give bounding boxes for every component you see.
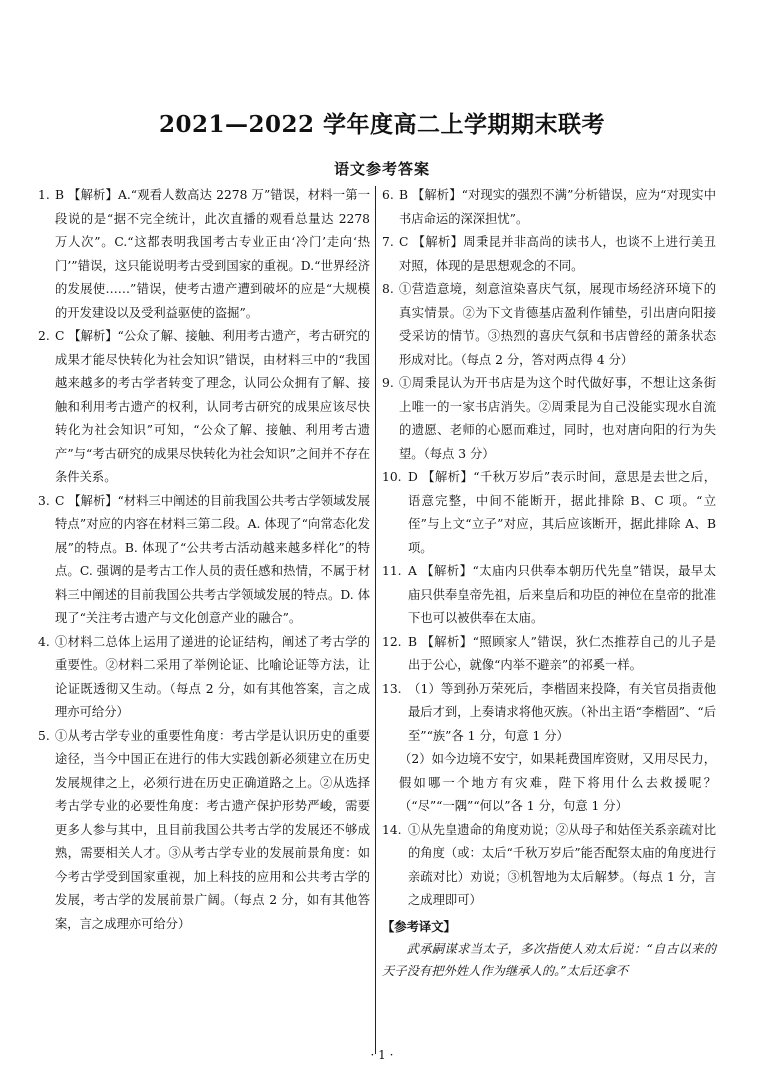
- answer-text: ①从考古学专业的重要性角度：考古学是认识历史的重要途径，当今中国正在进行的伟大实践创新必须建立在历史发展规律之上，必须行进在历史正确道路之上。②从选择考古学专业的必要性角度：考古遗产保护形势严峻，需要更多人参与其中，且目前我国公共考古学的发展还不够成熟，需要相关人才。③从考古学专业的发展前景角度：如今考古学受到国家重视，加上科技的应用和公共考古学的发展，考古学的发展前景广阔。（每点 2 分，如有其他答案，言之成理亦可给分）: [55, 728, 370, 931]
- answer-item: [382, 466, 716, 560]
- answer-text: （1）等到孙万荣死后，李楷固来投降，有关官员指责他最后才到，上奏请求将他灭族。（补出主语“李楷固”、“后至”“族”各 1 分，句意 1 分）: [408, 681, 716, 743]
- page-title: 2021—2022 学年度高二上学期期末联考: [158, 111, 606, 138]
- answer-text: C 【解析】“公众了解、接触、利用考古遗产，考古研究的成果才能尽快转化为社会知识”错误，由材料三中的“我国越来越多的考古学者转变了理念，认同公众拥有了解、接触和利用考古遗产的权利，认同考古研究的成果应该尽快转化为社会知识”可知，“公众了解、接触、利用考古遗产”与“考古研究的成果尽快转化为社会知识”之间并不存在条件关系。: [55, 329, 370, 484]
- answer-text: A 【解析】“太庙内只供奉本朝历代先皇”错误，最早太庙只供奉皇帝先祖，后来皇后和功臣的神位在皇帝的批准下也可以被供奉在太庙。: [408, 564, 716, 625]
- right-column: [382, 184, 716, 982]
- answer-number: 7.: [382, 235, 394, 249]
- answer-number: 1.: [38, 188, 50, 202]
- answer-item: [382, 748, 716, 819]
- answer-number: 9.: [382, 376, 394, 390]
- answer-text: ①材料二总体上运用了递进的论证结构，阐述了考古学的重要性。②材料二采用了举例论证、比喻论证等方法，让论证既透彻又生动。（每点 2 分，如有其他答案，言之成理亦可给分）: [55, 634, 370, 719]
- page-number: · 1 ·: [370, 1048, 394, 1062]
- column-divider: [375, 186, 376, 1054]
- answer-number: 11.: [382, 564, 402, 578]
- answer-item: [38, 490, 370, 631]
- answer-text: C 【解析】周秉昆并非高尚的读书人，也谈不上进行美丑对照，体现的是思想观念的不同。: [399, 235, 716, 273]
- answer-item: [38, 325, 370, 490]
- answer-number: 12.: [382, 634, 402, 649]
- answer-item: [38, 725, 370, 937]
- answer-text: C 【解析】“材料三中阐述的目前我国公共考古学领域发展特点”对应的内容在材料三第二段。A. 体现了“向常态化发展”的特点。B. 体现了“公共考古活动越来越多样化”的特点。C. 强调的是考古工作人员的责任感和热情，不属于材料三中阐述的目前我国公共考古学领域发展的特点。D. 体现了“关注考古遗产与文化创意产业的融合”。: [55, 493, 370, 625]
- answer-number: 8.: [382, 282, 394, 296]
- answer-text: ①营造意境，刻意渲染喜庆气氛，展现市场经济环境下的真实情景。②为下文肯德基店盈利作铺垫，引出唐向阳接受采访的情节。③热烈的喜庆气氛和书店曾经的萧条状态形成对比。（每点 2 分，答对两点得 4 分）: [399, 282, 716, 367]
- answer-number: 6.: [382, 188, 394, 202]
- answer-text: B 【解析】A.“观看人数高达 2278 万”错误，材料一第一段说的是“据不完全统计，此次直播的观看总量达 2278 万人次”。C.“这都表明我国考古专业正由‘冷门’走向‘热门’”错误，这只能说明考古受到国家的重视。D.“世界经济的发展使……”错误，使考古遗产遭到破坏的应是“大规模的开发建设以及受利益驱使的盗掘”。: [55, 188, 370, 320]
- answer-number: 10.: [382, 470, 402, 484]
- answer-item: [382, 231, 716, 278]
- answer-text: B 【解析】“照顾家人”错误，狄仁杰推荐自己的儿子是出于公心，就像“内举不避亲”的祁奚一样。: [408, 634, 716, 672]
- answer-item: [382, 560, 716, 631]
- answer-text: D 【解析】“千秋万岁后”表示时间，意思是去世之后，语意完整，中间不能断开，据此排除 B、C 项。“立侄”与上文“立子”对应，其后应该断开，据此排除 A、B 项。: [408, 470, 716, 555]
- reference-translation-text: 武承嗣谋求当太子，多次指使人劝太后说：“自古以来的天子没有把外姓人作为继承人的。”太后还拿不: [382, 942, 716, 978]
- page-subtitle: 语文参考答案: [333, 160, 430, 178]
- answer-number: 3.: [38, 493, 50, 508]
- answer-number: 5.: [38, 728, 50, 743]
- answer-number: 4.: [38, 634, 50, 649]
- answer-item: [382, 678, 716, 749]
- answer-item: [382, 631, 716, 678]
- reference-translation-heading: 【参考译文】: [382, 918, 456, 934]
- answer-text: B 【解析】“对现实的强烈不满”分析错误，应为“对现实中书店命运的深深担忧”。: [399, 188, 716, 226]
- answer-item: [38, 184, 370, 325]
- answer-item: [38, 631, 370, 725]
- answer-number: 14.: [382, 822, 402, 837]
- answer-item: [382, 372, 716, 466]
- left-column: [38, 184, 370, 936]
- answer-text: ①从先皇遗命的角度劝说；②从母子和姑侄关系亲疏对比的角度（或：太后“千秋万岁后”能否配祭太庙的角度进行亲疏对比）劝说；③机智地为太后解梦。（每点 1 分，言之成理即可）: [408, 822, 716, 907]
- answer-item: [382, 278, 716, 372]
- answer-item: [382, 184, 716, 231]
- answer-text: （2）如今边境不安宁，如果耗费国库资财，又用尽民力，假如哪一个地方有灾难，陛下将用什么去救援呢？（“尽”“一隅”“何以”各 1 分，句意 1 分）: [399, 752, 716, 813]
- answer-item: [382, 819, 716, 913]
- answer-text: ①周秉昆认为开书店是为这个时代做好事，不想让这条街上唯一的一家书店消失。②周秉昆为自己没能实现水自流的遗愿、老师的心愿而难过，同时，也对唐向阳的行为失望。（每点 3 分）: [399, 376, 716, 461]
- answer-number: 13.: [382, 681, 402, 696]
- answer-number: 2.: [38, 329, 50, 343]
